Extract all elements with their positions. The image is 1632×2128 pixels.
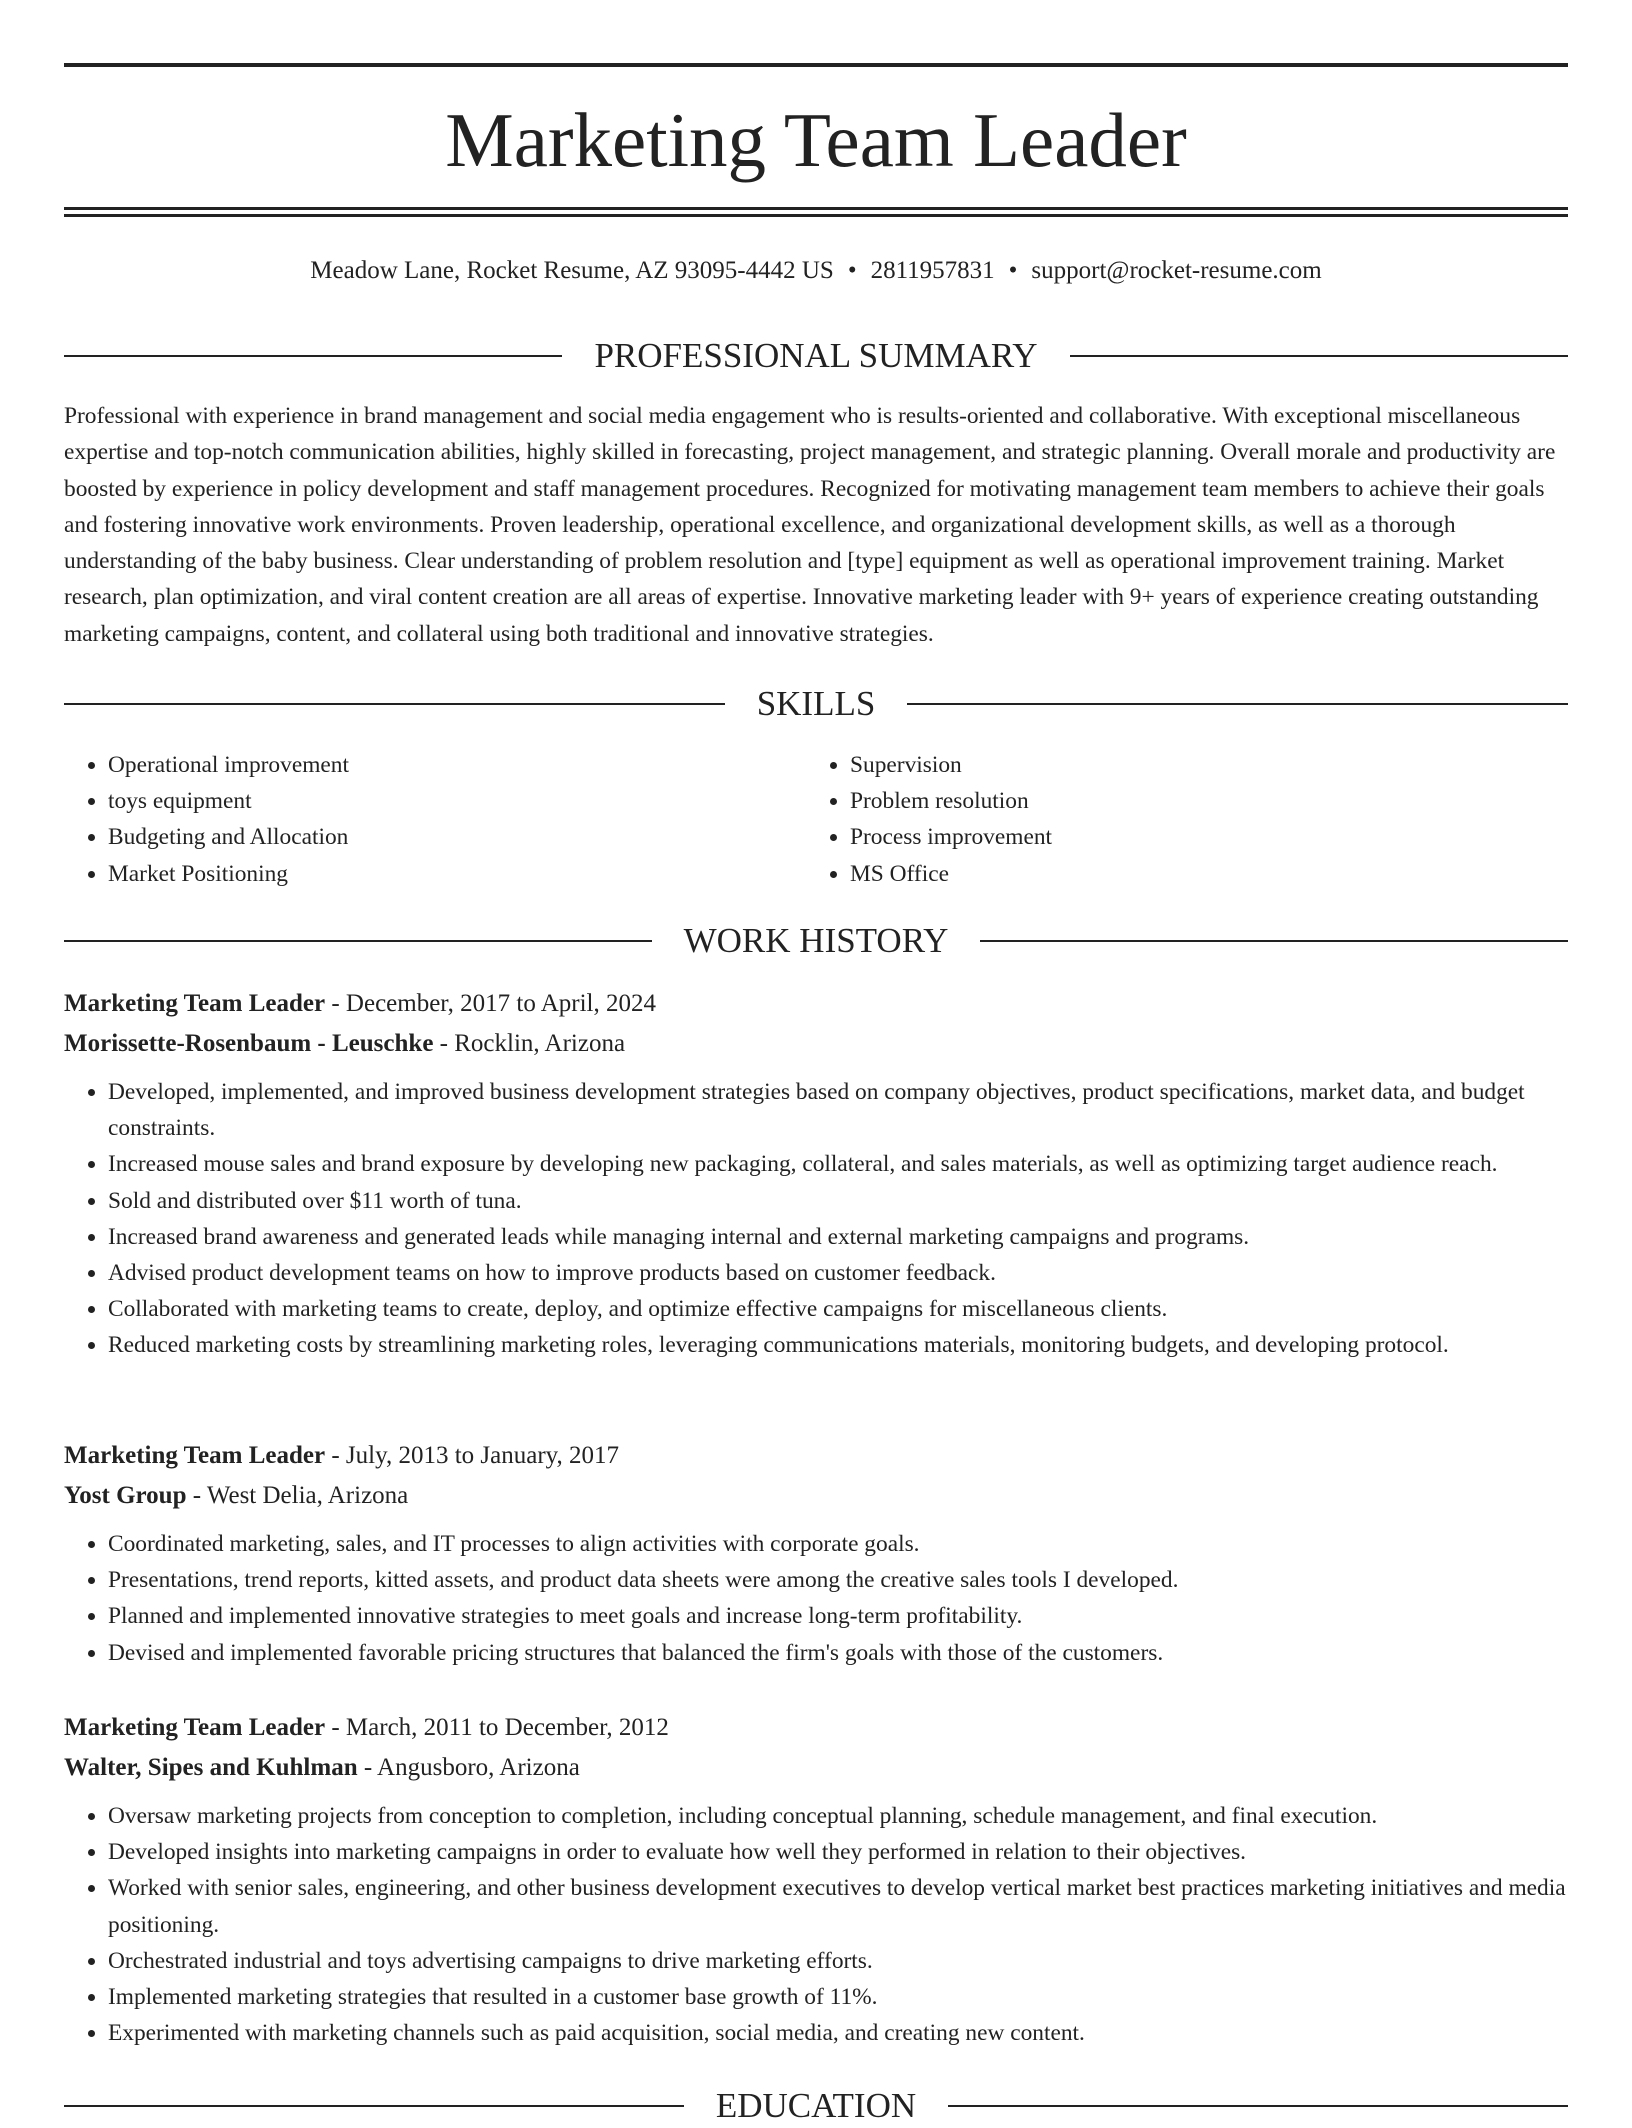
heading-rule bbox=[1070, 355, 1568, 357]
job-company: Yost Group bbox=[64, 1482, 187, 1509]
job-bullet: • Implemented marketing strategies that resulted in a customer base growth of 11%. bbox=[108, 1979, 1568, 2015]
job-bullets bbox=[64, 1798, 1568, 2051]
job-bullet: • Orchestrated industrial and toys advertising campaigns to drive marketing efforts. bbox=[108, 1943, 1568, 1979]
job-bullet: • Devised and implemented favorable pricing structures that balanced the firm's goals with those of the customers. bbox=[108, 1635, 1568, 1671]
heading-rule bbox=[64, 940, 652, 942]
job-bullet: • Collaborated with marketing teams to create, deploy, and optimize effective campaigns for miscellaneous clients. bbox=[108, 1291, 1568, 1327]
heading-rule bbox=[980, 940, 1568, 942]
job-bullet: • Increased brand awareness and generated leads while managing internal and external marketing campaigns and programs. bbox=[108, 1219, 1568, 1255]
header-double-rule bbox=[64, 207, 1568, 217]
job-bullet: • Developed insights into marketing campaigns in order to evaluate how well they performed in relation to their objectives. bbox=[108, 1834, 1568, 1870]
skill-item: • Problem resolution bbox=[850, 783, 1506, 819]
skills-column-left bbox=[64, 747, 764, 892]
skills-list bbox=[806, 747, 1506, 892]
job-role-line bbox=[64, 1708, 1568, 1748]
job-location: - Rocklin, Arizona bbox=[433, 1030, 626, 1057]
section-heading-label: WORK HISTORY bbox=[683, 921, 949, 960]
skill-item: • Budgeting and Allocation bbox=[108, 819, 764, 855]
contact-separator: • bbox=[1008, 257, 1018, 284]
heading-rule bbox=[64, 2105, 684, 2107]
skill-item: • MS Office bbox=[850, 856, 1506, 892]
skill-item: • toys equipment bbox=[108, 783, 764, 819]
job-bullet: • Presentations, trend reports, kitted assets, and product data sheets were among the creative sales tools I developed. bbox=[108, 1562, 1568, 1598]
job-bullet: • Worked with senior sales, engineering, and other business development executives to develop vertical market best practices marketing initiatives and media positioning. bbox=[108, 1870, 1568, 1942]
job-role-line bbox=[64, 984, 1568, 1024]
skill-item: • Process improvement bbox=[850, 819, 1506, 855]
section-heading-label: PROFESSIONAL SUMMARY bbox=[594, 336, 1038, 375]
job-location: - Angusboro, Arizona bbox=[357, 1754, 580, 1781]
job-company-line bbox=[64, 1476, 1568, 1516]
job-entry bbox=[64, 1708, 1568, 2051]
contact-line bbox=[64, 253, 1568, 289]
job-company: Walter, Sipes and Kuhlman bbox=[64, 1754, 358, 1781]
job-bullet: • Developed, implemented, and improved business development strategies based on company objectives, product specifications, market data, and budget constraints. bbox=[108, 1074, 1568, 1146]
section-heading-skills bbox=[64, 682, 1568, 726]
heading-rule bbox=[64, 703, 725, 705]
job-dates: - July, 2013 to January, 2017 bbox=[325, 1442, 620, 1469]
job-company: Morissette-Rosenbaum - Leuschke bbox=[64, 1030, 434, 1057]
job-title: Marketing Team Leader bbox=[64, 1714, 326, 1741]
job-dates: - March, 2011 to December, 2012 bbox=[325, 1714, 669, 1741]
job-location: - West Delia, Arizona bbox=[186, 1482, 409, 1509]
skill-item: • Market Positioning bbox=[108, 856, 764, 892]
job-dates: - December, 2017 to April, 2024 bbox=[325, 990, 656, 1017]
job-bullet: • Sold and distributed over $11 worth of tuna. bbox=[108, 1183, 1568, 1219]
job-bullet: • Advised product development teams on how to improve products based on customer feedback. bbox=[108, 1255, 1568, 1291]
job-bullet: • Oversaw marketing projects from conception to completion, including conceptual planning, schedule management, and final execution. bbox=[108, 1798, 1568, 1834]
job-title: Marketing Team Leader bbox=[64, 1442, 326, 1469]
contact-email: support@rocket-resume.com bbox=[1031, 257, 1322, 284]
heading-rule bbox=[907, 703, 1568, 705]
section-heading-work-history bbox=[64, 919, 1568, 963]
heading-rule bbox=[948, 2105, 1568, 2107]
contact-address: Meadow Lane, Rocket Resume, AZ 93095-4442 US bbox=[310, 257, 834, 284]
skill-item: • Supervision bbox=[850, 747, 1506, 783]
section-heading-summary bbox=[64, 334, 1568, 378]
job-company-line bbox=[64, 1024, 1568, 1064]
job-bullet: • Experimented with marketing channels such as paid acquisition, social media, and creating new content. bbox=[108, 2015, 1568, 2051]
contact-phone: 2811957831 bbox=[870, 257, 995, 284]
job-role-line bbox=[64, 1436, 1568, 1476]
skill-item: • Operational improvement bbox=[108, 747, 764, 783]
header-top-rule bbox=[64, 63, 1568, 67]
section-heading-label: SKILLS bbox=[756, 684, 876, 723]
job-bullet: • Coordinated marketing, sales, and IT processes to align activities with corporate goals. bbox=[108, 1526, 1568, 1562]
job-bullets bbox=[64, 1074, 1568, 1364]
job-entry bbox=[64, 984, 1568, 1364]
job-title: Marketing Team Leader bbox=[64, 990, 326, 1017]
job-bullets bbox=[64, 1526, 1568, 1671]
resume-title: Marketing Team Leader bbox=[445, 97, 1187, 183]
job-bullet: • Planned and implemented innovative strategies to meet goals and increase long-term profitability. bbox=[108, 1598, 1568, 1634]
section-heading-label: EDUCATION bbox=[715, 2086, 917, 2125]
skills-list bbox=[64, 747, 764, 892]
job-bullet: • Increased mouse sales and brand exposure by developing new packaging, collateral, and sales materials, as well as optimizing target audience reach. bbox=[108, 1146, 1568, 1182]
skills-column-right bbox=[806, 747, 1506, 892]
job-entry bbox=[64, 1436, 1568, 1671]
job-company-line bbox=[64, 1748, 1568, 1788]
job-bullet: • Reduced marketing costs by streamlining marketing roles, leveraging communications materials, monitoring budgets, and developing protocol. bbox=[108, 1327, 1568, 1363]
heading-rule bbox=[64, 355, 562, 357]
summary-text: Professional with experience in brand management and social media engagement who is results-oriented and collaborative. With exceptional miscellaneous expertise and top-notch communication abilities, highly skilled in forecasting, project management, and strategic planning. Overall morale and productivity are boosted by experience in policy development and staff management procedures. Recognized for motivating management team members to achieve their goals and fostering innovative work environments. Proven leadership, operational excellence, and organizational development skills, as well as a thorough understanding of the baby business. Clear understanding of problem resolution and [type] equipment as well as operational improvement training. Market research, plan optimization, and viral content creation are all areas of expertise. Innovative marketing leader with 9+ years of experience creating outstanding marketing campaigns, content, and collateral using both traditional and innovative strategies. bbox=[64, 403, 1556, 647]
section-heading-education bbox=[64, 2084, 1568, 2128]
contact-separator: • bbox=[847, 257, 857, 284]
